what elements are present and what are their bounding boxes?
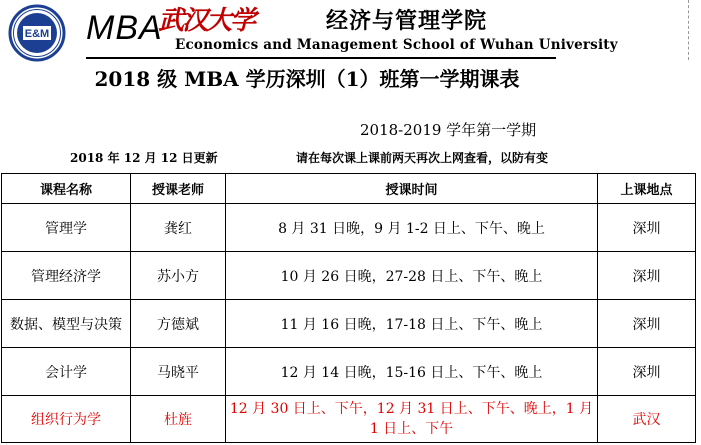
page-margin-marker (688, 0, 689, 60)
place-cell: 深圳 (598, 204, 696, 252)
header-rule (86, 57, 556, 59)
course-cell: 会计学 (2, 348, 131, 396)
table-row (2, 252, 696, 300)
schedule-table (1, 173, 696, 443)
table-row (2, 300, 696, 348)
column-header-course: 课程名称 (2, 174, 131, 204)
school-logo (2, 4, 72, 62)
table-header-row (2, 174, 696, 204)
term-label: 2018-2019 学年第一学期 (360, 121, 537, 139)
column-header-teacher: 授课老师 (131, 174, 226, 204)
school-name-en: Economics and Management School of Wuhan University (175, 37, 618, 53)
column-header-time: 授课时间 (226, 174, 598, 204)
table-row (2, 348, 696, 396)
notice-text: 请在每次课上课前两天再次上网查看，以防有变 (296, 151, 549, 165)
time-cell: 12 月 30 日上、下午，12 月 31 日上、下午、晚上，1 月 1 日上、下午 (226, 396, 598, 443)
teacher-cell: 龚红 (131, 204, 226, 252)
table-row-highlighted (2, 396, 696, 443)
column-header-place: 上课地点 (598, 174, 696, 204)
mba-wordmark: MBA (86, 9, 163, 47)
table-row (2, 204, 696, 252)
course-cell: 管理学 (2, 204, 131, 252)
school-name-cn: 经济与管理学院 (326, 8, 488, 34)
teacher-cell: 方德斌 (131, 300, 226, 348)
course-cell: 数据、模型与决策 (2, 300, 131, 348)
place-cell: 深圳 (598, 348, 696, 396)
time-cell: 8 月 31 日晚，9 月 1-2 日上、下午、晚上 (226, 204, 598, 252)
time-cell: 11 月 16 日晚，17-18 日上、下午、晚上 (226, 300, 598, 348)
time-cell: 12 月 14 日晚，15-16 日上、下午、晚上 (226, 348, 598, 396)
update-note: 2018 年 12 月 12 日更新 (70, 151, 218, 165)
course-cell: 管理经济学 (2, 252, 131, 300)
place-cell: 深圳 (598, 300, 696, 348)
time-cell: 10 月 26 日晚，27-28 日上、下午、晚上 (226, 252, 598, 300)
page-title: 2018 级 MBA 学历深圳（1）班第一学期课表 (94, 67, 520, 91)
place-cell: 武汉 (598, 396, 696, 443)
teacher-cell: 杜旌 (131, 396, 226, 443)
place-cell: 深圳 (598, 252, 696, 300)
teacher-cell: 苏小方 (131, 252, 226, 300)
logo-text: E&M (24, 28, 50, 40)
course-cell: 组织行为学 (2, 396, 131, 443)
teacher-cell: 马晓平 (131, 348, 226, 396)
university-calligraphy: 武汉大学 (158, 6, 255, 36)
